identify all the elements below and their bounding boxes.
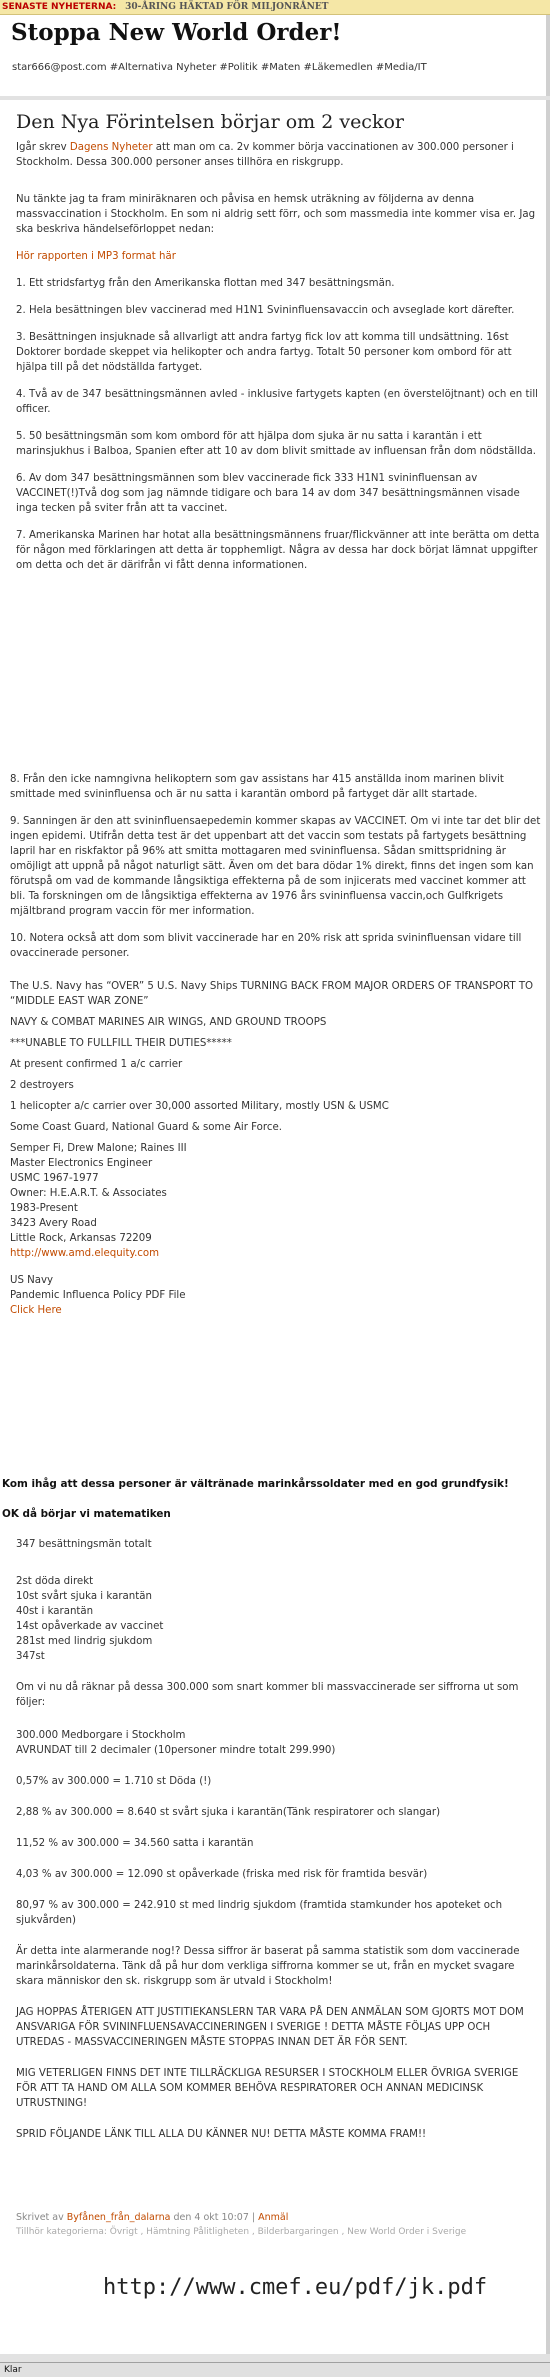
post-title[interactable]: Den Nya Förintelsen börjar om 2 veckor [16,111,404,133]
blog-post [0,100,550,2354]
calc-paragraph: Nu tänkte jag ta fram miniräknaren och påvisa en hemsk uträkning av följderna av denna massvaccination i Stockholm. En som ni aldrig sett förr, och som massmedia inte kommer visa er. Jag ska beskriva händelseförloppet nedan: [16,194,536,235]
signature-link[interactable]: http://www.amd.elequity.com [10,1248,160,1259]
list-item: 10. Notera också att dom som blivit vaccinerade har en 20% risk att sprida svininfluensan vidare till ovaccinerade personer. [10,933,522,959]
post-categories: Tillhör kategorierna: Övrigt , Hämtning Pålitligheten , Bilderbargaringen , New World Order i Sverige [16,2227,467,2237]
list-item: 9. Sanningen är den att svininfluensaepedemin kommer skapas av VACCINET. Om vi inte tar det blir det ingen epidemi. Utifrån detta test är det uppenbart att det vaccin som testats på fartygets besättning lapril har en riskfaktor på 96% att smitta mottagaren med svininfluensa. Sådan smittspridning är omöjligt att uppnå på något naturligt sätt. Även om det bara dödar 1% direkt, finns det ingen som kan förutspå om vad de kommande långsiktiga effekterna på de som injicerats med vaccinet kommer att bli. Ta forskningen om de långsiktiga effekterna av 1976 års svininfluensa vaccin,och Gulfkrigets mjältbrand program vaccin för mer information. [10,816,541,917]
dn-link[interactable]: Dagens Nyheter [69,142,153,153]
list-item: 1. Ett stridsfartyg från den Amerikanska flottan med 347 besättningsmän. [16,278,395,289]
post-body [16,140,544,585]
usnavy-block: US Navy Pandemic Influenca Policy PDF File Click Here [10,1275,186,1316]
math-block: 347 besättningsmän totalt 2st döda direkt 10st svårt sjuka i karantän 40st i karantän 14st opåverkade av vaccinet 281st med lindrig sjukdom 347st Om vi nu då räknar på dessa 300.000 som snart kommer bli massvaccinerade ser siffrorna ut som följer: 300.000 Medborgare i Stockholm AVRUNDAT till 2 decimaler (10personer mindre totalt 299.990) 0,57% av 300.000 = 1.710 st Döda (!) 2,88 % av 300.000 = 8.640 st svårt sjuka i karantän(Tänk respiratorer och slangar) 11,52 % av 300.000 = 34.560 satta i karantän 4,03 % av 300.000 = 12.090 st opåverkade (friska med risk för framtida besvär) 80,97 % av 300.000 = 242.910 st med lindrig sjukdom (framtida stamkunder hos apoteket och sjukvården) Är detta inte alarmerande nog!? Dessa siffror är baserat på samma statistik som dom vaccinerade marinkårsoldaterna. Tänk då på hur dom verkliga siffrorna kommer se ut, från en mycket svagare skara människor den sk. riskgrupp som är utvald i Stockholm! JAG HOPPAS ÅTERIGEN ATT JUSTITIEKANSLERN TAR VARA PÅ DEN ANMÄLAN SOM GJORTS MOT DOM ANSVARIGA FÖR SVININFLUENSAVACCINERINGEN I SVERIGE ! DETTA MÅSTE FÖLJAS UPP OCH UTREDAS - MASSVACCINERINGEN MÅSTE STOPPAS INNAN DET ÄR FÖR SENT. MIG VETERLIGEN FINNS DET INTE TILLRÄCKLIGA RESURSER I STOCKHOLM ELLER ÖVRIGA SVERIGE FÖR ATT TA HAND OM ALLA SOM KOMMER BEHÖVA RESPIRATORER OCH ANNAN MEDICINSK UTRUSTNING! SPRID FÖLJANDE LÄNK TILL ALLA DU KÄNNER NU! DETTA MÅSTE KOMMA FRAM!! [16,1539,524,2140]
click-here-link[interactable]: Click Here [10,1305,62,1316]
ticker-message[interactable]: 30-ÅRING HÄKTAD FÖR MILJONRÅNET [125,2,329,12]
status-bar: Klar [0,2362,550,2377]
author-link[interactable]: Byfånen_från_dalarna [66,2212,171,2223]
list-item: 8. Från den icke namngivna helikoptern som gav assistans har 415 anställda inom marinen blivit smittade med svininfluensa och är nu satta i karantän ombord på fartyget där allt startade. [10,774,504,800]
blog-title[interactable]: Stoppa New World Order! [11,19,342,46]
post-footer: Skrivet av Byfånen_från_dalarna den 4 okt 10:07 | Anmäl [16,2212,289,2223]
bold-math-start: OK då börjar vi matematiken [2,1508,171,1520]
intro-paragraph: Igår skrev Dagens Nyheter att man om ca. 2v kommer börja vaccinationen av 300.000 personer i Stockholm. Dessa 300.000 personer anses tillhöra en riskgrupp. [16,142,514,168]
signature-block: Semper Fi, Drew Malone; Raines III Master Electronics Engineer USMC 1967-1977 Owner: H.E.A.R.T. & Associates 1983-Present 3423 Avery Road Little Rock, Arkansas 72209 http://www.amd.elequity.com [10,1143,187,1259]
bold-statement: Kom ihåg att dessa personer är vältränade marinkårssoldater med en god grundfysik! [2,1478,509,1490]
lower-body [10,772,544,1318]
list-item: 2. Hela besättningen blev vaccinerad med H1N1 Svininfluensavaccin och avseglade kort därefter. [16,305,515,316]
report-link[interactable]: Anmäl [258,2212,289,2223]
list-item: 6. Av dom 347 besättningsmännen som blev vaccinerade fick 333 H1N1 svininfluensan av VACCINET(!)Två dog som jag nämnde tidigare och bara 14 av dom 347 besättningsmännen visade inga tecken på sviter från att ta vaccinet. [16,473,520,514]
blog-header [0,15,550,96]
navy-block: The U.S. Navy has “OVER” 5 U.S. Navy Ships TURNING BACK FROM MAJOR ORDERS OF TRANSPORT TO “MIDDLE EAST WAR ZONE” NAVY & COMBAT MARINES AIR WINGS, AND GROUND TROOPS ***UNABLE TO FULLFILL THEIR DUTIES***** At present confirmed 1 a/c carrier 2 destroyers 1 helicopter a/c carrier over 30,000 assorted Military, mostly USN & USMC Some Coast Guard, National Guard & some Air Force. [10,981,534,1133]
big-url-link[interactable]: http://www.cmef.eu/pdf/jk.pdf [103,2275,488,2300]
list-item: 4. Två av de 347 besättningsmännen avled - inklusive fartygets kapten (en överstelöjtnant) och en till officer. [16,389,538,415]
list-item: 5. 50 besättningsmän som kom ombord för att hjälpa dom sjuka är nu satta i karantän i ett marinsjukhus i Balboa, Spanien efter att 10 av dom blivit smittade av influensan från dom nödställda. [16,431,536,457]
news-ticker [0,0,550,15]
ticker-label: SENASTE NYHETERNA: [2,2,117,12]
list-item: 7. Amerikanska Marinen har hotat alla besättningsmännens fruar/flickvänner att inte berätta om detta för någon med förklaringen att detta är topphemligt. Några av dessa har dock börjat lämnat uppgifter om detta och det är därifrån vi fått denna informationen. [16,530,540,571]
mp3-link[interactable]: Hör rapporten i MP3 format här [16,251,176,262]
blog-tags: star666@post.com #Alternativa Nyheter #Politik #Maten #Läkemedlen #Media/IT [12,62,427,73]
list-item: 3. Besättningen insjuknade så allvarligt att andra fartyg fick lov att komma till undsättning. 16st Doktorer bordade skeppet via helikopter och andra fartyg. Totalt 50 personer kom ombord för att hjälpa till på det nödställda fartyget. [16,332,512,373]
